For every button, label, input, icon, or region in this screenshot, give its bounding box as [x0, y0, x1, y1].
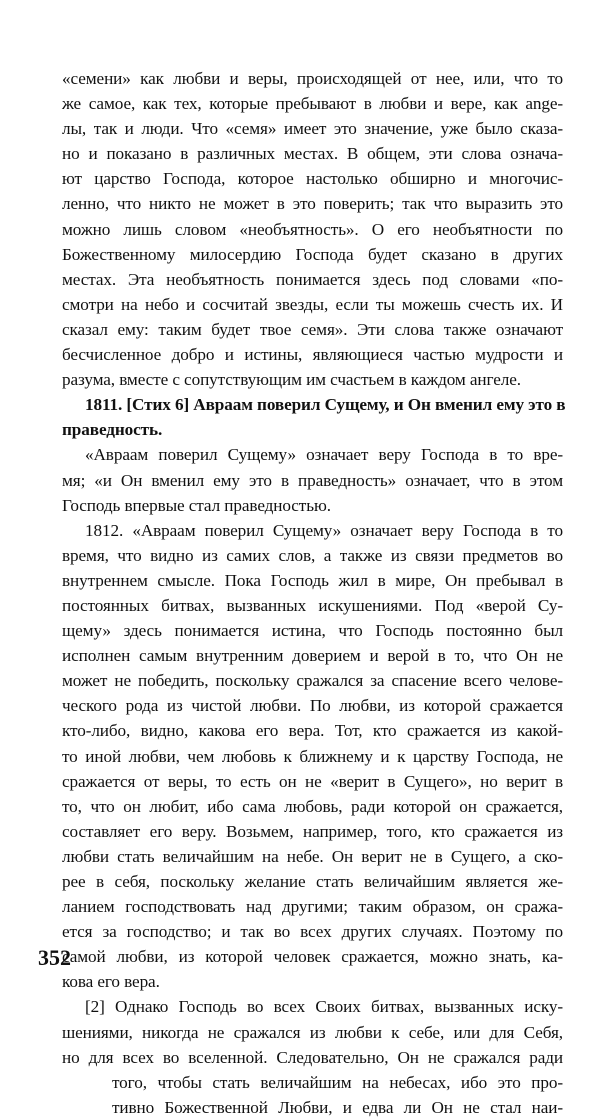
text-line: того, чтобы стать величайшим на небесах, ибо это про- — [112, 1072, 563, 1092]
text-line: ется за господство; и так во всех других случаях. Поэтому по — [62, 922, 563, 942]
text-line: [2] Однако Господь во всех Своих битвах, вызванных иску- — [85, 997, 563, 1017]
body-text — [62, 66, 566, 1120]
text-line: составляет его веру. Возьмем, например, того, кто сражается из — [62, 821, 563, 841]
text-line: самой любви, из которой человек сражается, можно знать, ка- — [62, 947, 563, 967]
text-line: любви стать величайшим на небе. Он верит не в Сущего, а ско- — [62, 846, 563, 866]
text-line: но и показано в различных местах. В общем, эти слова означа- — [62, 144, 563, 164]
text-line: то, что он любит, ибо сама любовь, ради которой он сражается, — [62, 796, 563, 816]
text-line: Господь впервые стал праведностью. — [62, 495, 331, 515]
text-line: то иной любви, чем любовь к ближнему и к царству Господа, не — [62, 746, 563, 766]
text-line: рее в себя, поскольку желание стать величайшим является же- — [62, 872, 563, 891]
text-line: праведность. — [62, 420, 163, 440]
text-line: щему» здесь понимается истина, что Господь постоянно был — [62, 621, 563, 641]
text-line: сражается от веры, то есть он не «верит в Сущего», но верит в — [62, 771, 563, 791]
text-line: лы, так и люди. Что «семя» имеет это значение, уже было сказа- — [62, 119, 563, 139]
text-line: ланием господствовать над другими; таким образом, он сража- — [62, 897, 563, 917]
text-line: ют царство Господа, которое настолько обширно и многочис- — [62, 169, 563, 189]
text-line: можно лишь словом «необъятность». О его необъятности по — [62, 219, 563, 239]
text-line: 1812. «Авраам поверил Сущему» означает веру Господа в то — [85, 520, 563, 540]
text-line: ческого рода из чистой любви. По любви, из которой сражается — [62, 696, 563, 716]
text-line: «Авраам поверил Сущему» означает веру Господа в то вре- — [85, 445, 563, 465]
text-line: внутреннем смысле. Пока Господь жил в мире, Он пребывал в — [62, 570, 563, 590]
text-line: же самое, как тех, которые пребывают в любви и вере, как ange- — [62, 94, 563, 114]
text-line: может не победить, поскольку сражался за спасение всего челове- — [62, 671, 563, 691]
text-line: кто-либо, видно, какова его вера. Тот, кто сражается из какой- — [62, 721, 563, 741]
text-line: местах. Эта необъятность понимается здесь под словами «по- — [62, 269, 563, 289]
text-line: кова его вера. — [62, 972, 160, 992]
text-line: «семени» как любви и веры, происходящей от нее, или, что то — [62, 69, 563, 88]
text-line: смотри на небо и сосчитай звезды, если ты можешь счесть их. И — [62, 294, 563, 314]
text-line: шениями, никогда не сражался из любви к себе, или для Себя, — [62, 1022, 563, 1042]
text-line: исполнен самым внутренним доверием и верой в то, что Он не — [62, 646, 563, 666]
text-line: тивно Божественной Любви, и едва ли Он не стал наи- — [112, 1097, 563, 1117]
text-line: время, что видно из самих слов, а также из связи предметов во — [62, 545, 563, 565]
text-line: бесчисленное добро и истины, являющиеся частью мудрости и — [62, 345, 563, 365]
text-line: сказал ему: таким будет твое семя». Эти слова также означают — [62, 319, 563, 339]
text-line: разума, вместе с сопутствующим им счастьем в каждом ангеле. — [62, 370, 521, 390]
text-line: 1811. [Стих 6] Авраам поверил Сущему, и Он вменил ему это в — [85, 395, 566, 415]
text-line: мя; «и Он вменил ему это в праведность» означает, что в этом — [62, 470, 563, 490]
text-line: постоянных битвах, вызванных искушениями. Под «верой Су- — [62, 595, 563, 615]
text-line: ленно, что никто не может в это поверить; так что выразить это — [62, 194, 563, 214]
page-number: 352 — [38, 945, 71, 970]
text-line: Божественному милосердию Господа будет сказано в других — [62, 244, 563, 264]
text-line: но для всех во вселенной. Следовательно, Он не сражался ради — [62, 1047, 563, 1067]
